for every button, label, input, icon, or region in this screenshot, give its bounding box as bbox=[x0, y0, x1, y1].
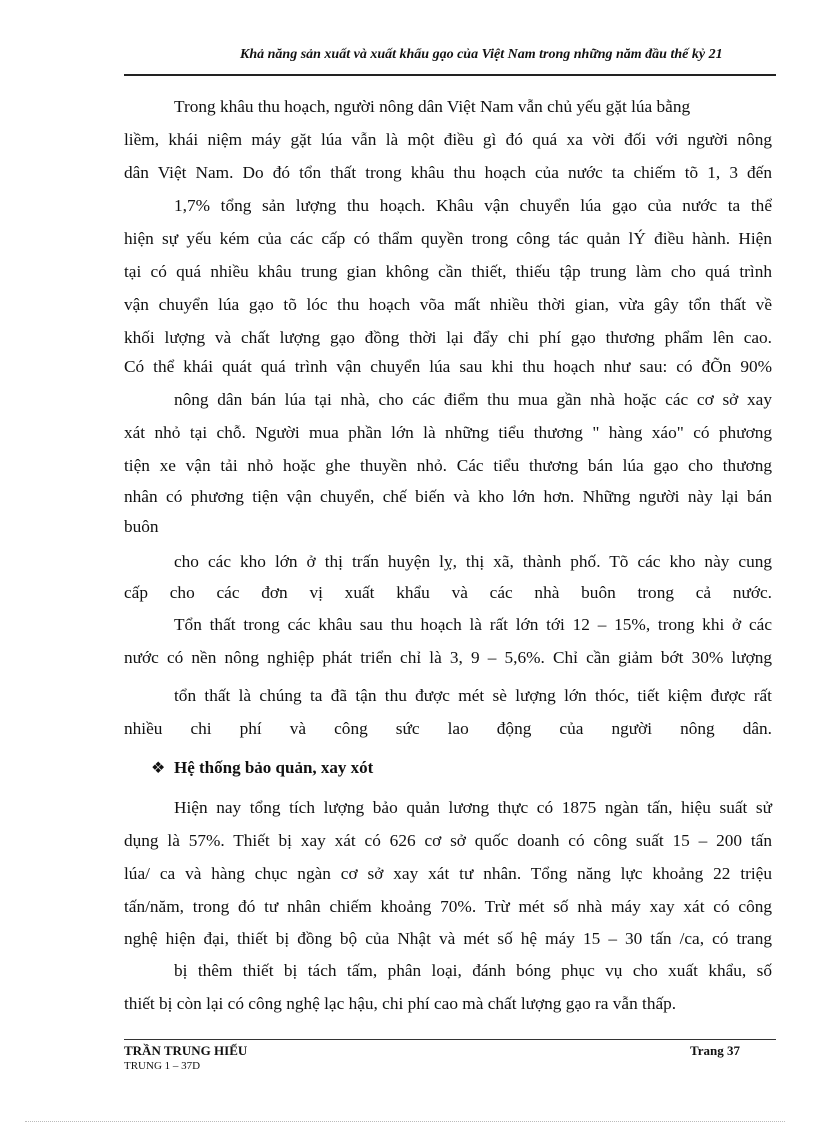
text-line: bị thêm thiết bị tách tấm, phân loại, đánh bóng phục vụ cho xuất khẩu, số bbox=[174, 961, 772, 980]
author-name: TRẦN TRUNG HIẾU bbox=[124, 1043, 248, 1058]
header-title: Khả năng sản xuất và xuất khẩu gạo của Việt Nam trong những năm đầu thế kỷ 21 bbox=[240, 47, 723, 62]
text-line: Hiện nay tổng tích lượng bảo quản lương thực có 1875 ngàn tấn, hiệu suất sử bbox=[174, 798, 772, 817]
footer-rule bbox=[124, 1039, 776, 1040]
text-line: tấn/năm, trong đó tư nhân chiếm khoảng 70%. Trừ mét số nhà máy xay xát có công bbox=[124, 897, 772, 916]
section-title: Hệ thống bảo quản, xay xót bbox=[174, 758, 374, 777]
page-number: Trang 37 bbox=[690, 1043, 740, 1058]
text-line: nhân có phương tiện vận chuyển, chế biến và kho lớn hơn. Những người này lại bán bbox=[124, 487, 772, 506]
text-line: cho các kho lớn ở thị trấn huyện lỵ, thị xã, thành phố. Tõ các kho này cung bbox=[174, 552, 772, 571]
text-line: dân Việt Nam. Do đó tổn thất trong khâu thu hoạch của nước ta chiếm tõ 1, 3 đến bbox=[124, 163, 772, 182]
diamond-bullet-icon: ❖ bbox=[151, 760, 166, 777]
text-line: Có thể khái quát quá trình vận chuyển lúa sau khi thu hoạch như sau: có đÕn 90% bbox=[124, 357, 772, 376]
text-line: hiện sự yếu kém của các cấp có thẩm quyền trong công tác quản lÝ điều hành. Hiện bbox=[124, 229, 772, 248]
text-line: dụng là 57%. Thiết bị xay xát có 626 cơ sở quốc doanh có công suất 15 – 200 tấn bbox=[124, 831, 772, 850]
text-line: tổn thất là chúng ta đã tận thu được mét sè lượng lớn thóc, tiết kiệm được rất bbox=[174, 686, 772, 705]
text-line: khối lượng và chất lượng gạo đồng thời lại đẩy chi phí gạo thương phẩm lên cao. bbox=[124, 328, 772, 347]
header-rule bbox=[124, 74, 776, 76]
page-boundary bbox=[25, 1121, 785, 1122]
text-line: liềm, khái niệm máy gặt lúa vẫn là một điều gì đó quá xa vời đối với người nông bbox=[124, 130, 772, 149]
text-line: nông dân bán lúa tại nhà, cho các điểm thu mua gần nhà hoặc các cơ sở xay bbox=[174, 390, 772, 409]
text-line: Trong khâu thu hoạch, người nông dân Việt Nam vẫn chủ yếu gặt lúa bằng bbox=[174, 97, 691, 116]
text-line: vận chuyển lúa gạo tõ lóc thu hoạch võa mất nhiều thời gian, vừa gây tổn thất về bbox=[124, 295, 772, 314]
text-line: cấp cho các đơn vị xuất khẩu và các nhà buôn trong cả nước. bbox=[124, 583, 772, 602]
text-line: nước có nền nông nghiệp phát triển chỉ là 3, 9 – 5,6%. Chỉ cần giảm bớt 30% lượng bbox=[124, 648, 772, 667]
text-line: nghệ hiện đại, thiết bị đồng bộ của Nhật và mét số hệ máy 15 – 30 tấn /ca, có trang bbox=[124, 929, 772, 948]
text-line: Tổn thất trong các khâu sau thu hoạch là rất lớn tới 12 – 15%, trong khi ở các bbox=[174, 615, 772, 634]
text-line: lúa/ ca và hàng chục ngàn cơ sở xay xát tư nhân. Tổng năng lực khoảng 22 triệu bbox=[124, 864, 772, 883]
text-line: 1,7% tổng sản lượng thu hoạch. Khâu vận chuyển lúa gạo của nước ta thể bbox=[174, 196, 772, 215]
text-line: tiện xe vận tải nhỏ hoặc ghe thuyền nhỏ. Các tiểu thương bán lúa gạo cho thương bbox=[124, 456, 772, 475]
author-class: TRUNG 1 – 37D bbox=[124, 1060, 201, 1072]
text-line: nhiều chi phí và công sức lao động của người nông dân. bbox=[124, 719, 772, 738]
text-line: buôn bbox=[124, 517, 159, 536]
text-line: thiết bị còn lại có công nghệ lạc hậu, chi phí cao mà chất lượng gạo ra vẫn thấp. bbox=[124, 994, 677, 1013]
text-line: xát nhỏ tại chỗ. Người mua phần lớn là những tiểu thương " hàng xáo" có phương bbox=[124, 423, 772, 442]
text-line: tại có quá nhiều khâu trung gian không cần thiết, thiếu tập trung làm cho quá trình bbox=[124, 262, 772, 281]
